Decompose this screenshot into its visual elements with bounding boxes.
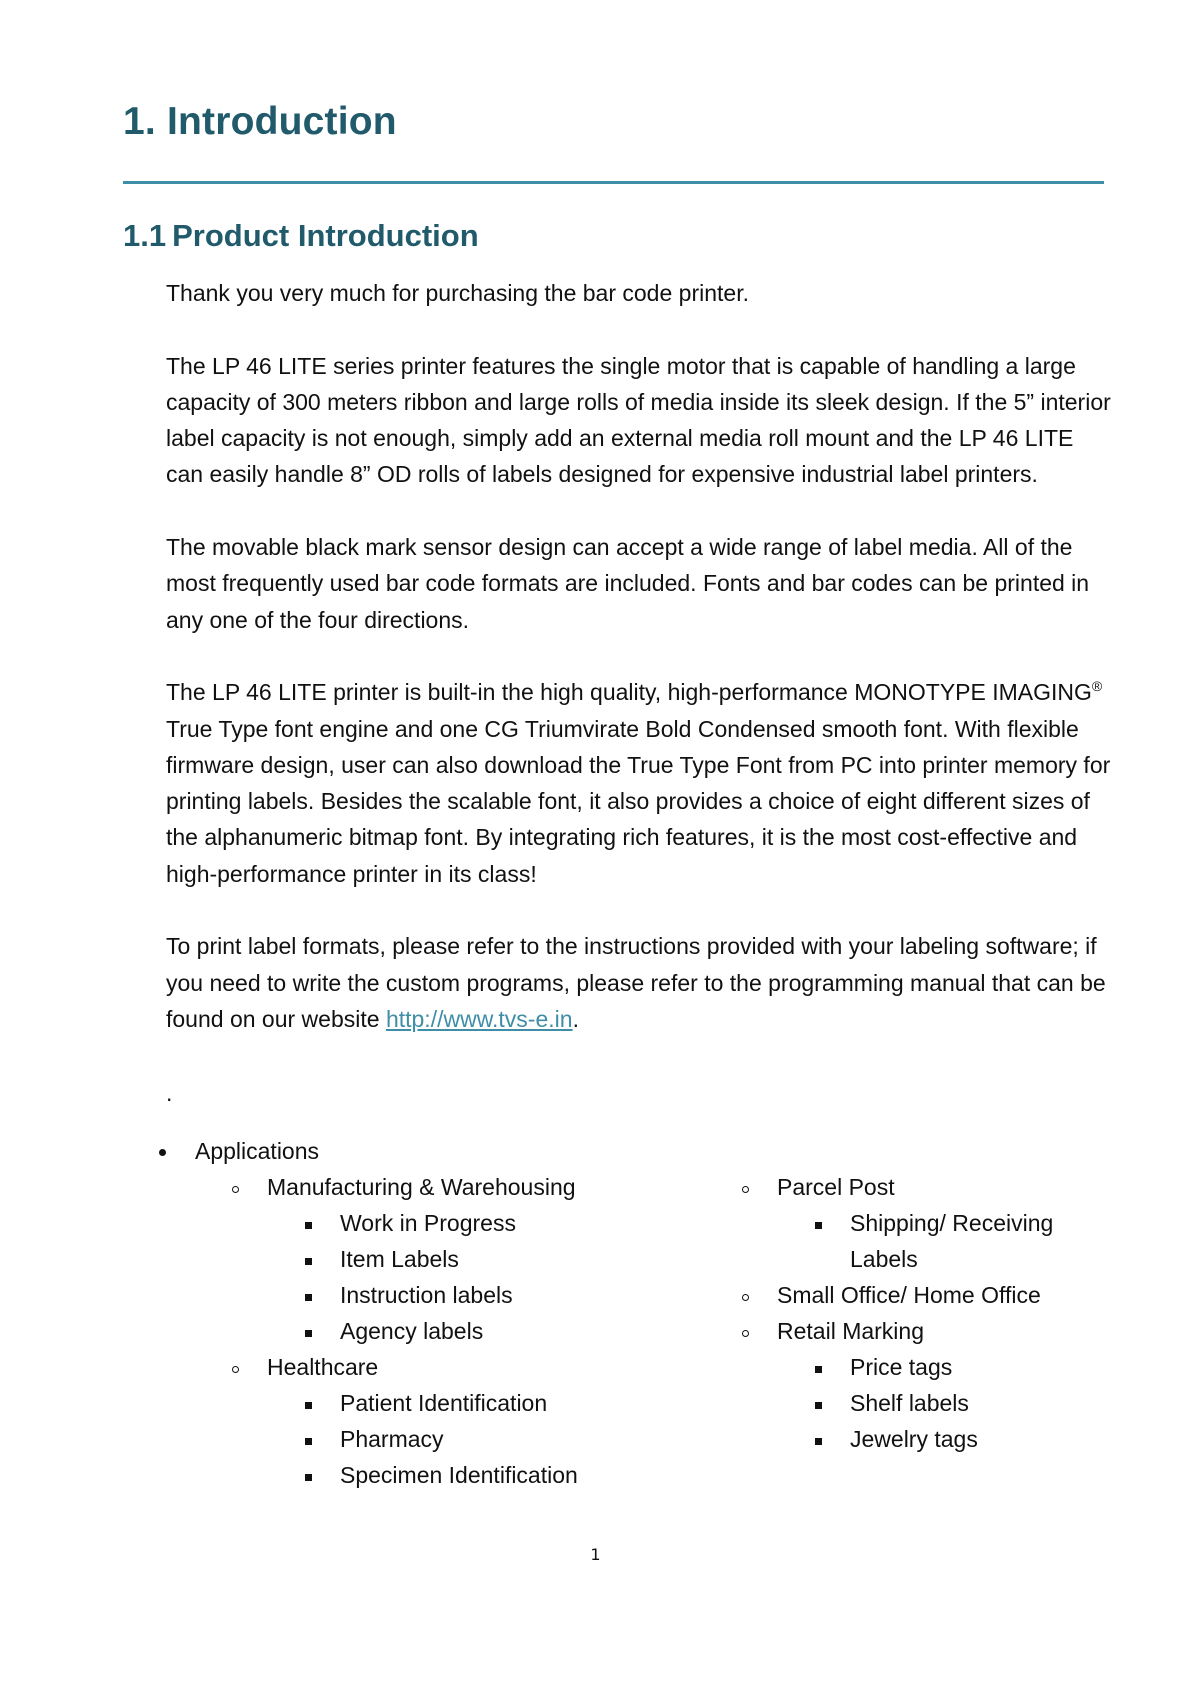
list-item-jewelry-tags: Jewelry tags — [850, 1426, 978, 1452]
list-item-agency-labels: Agency labels — [340, 1318, 484, 1344]
list-item-healthcare: Healthcare — [267, 1354, 379, 1380]
chapter-title: 1. Introduction — [123, 100, 397, 143]
bullet-square-icon — [305, 1222, 312, 1229]
website-text-a: To print label formats, please refer to the instructions provided with your labeling software; if you need to write the custom programs, please refer to the programming manual that can be found on our website — [166, 933, 1106, 1032]
bullet-circle-icon — [742, 1294, 749, 1301]
bullet-square-icon — [305, 1258, 312, 1265]
list-item-specimen-identification: Specimen Identification — [340, 1462, 578, 1488]
paragraph-font-engine — [166, 674, 1116, 892]
paragraph-website — [166, 928, 1116, 1037]
bullet-square-icon — [815, 1222, 822, 1229]
section-title — [123, 218, 479, 254]
bullet-circle-icon — [742, 1330, 749, 1337]
list-item-instruction-labels: Instruction labels — [340, 1282, 513, 1308]
list-item-retail-marking: Retail Marking — [777, 1318, 924, 1344]
paragraph-sensor: The movable black mark sensor design can accept a wide range of label media. All of the most frequently used bar code formats are included. Fonts and bar codes can be printed in any one of the four directions. — [166, 534, 1090, 633]
applications-heading: Applications — [195, 1138, 320, 1164]
list-item-patient-identification: Patient Identification — [340, 1390, 548, 1416]
font-engine-text-a: The LP 46 LITE printer is built-in the high quality, high-performance MONOTYPE IMAGING — [166, 679, 1092, 706]
registered-mark: ® — [1091, 678, 1103, 695]
list-item-small-office: Small Office/ Home Office — [777, 1282, 1041, 1308]
list-item-shipping-receiving-cont: Labels — [850, 1246, 918, 1272]
list-item-work-in-progress: Work in Progress — [340, 1210, 516, 1236]
website-link[interactable]: http://www.tvs-e.in — [385, 1005, 573, 1032]
list-item-shipping-receiving: Shipping/ Receiving — [850, 1210, 1054, 1236]
bullet-circle-icon — [232, 1186, 239, 1193]
bullet-square-icon — [815, 1366, 822, 1373]
bullet-circle-icon — [742, 1186, 749, 1193]
bullet-square-icon — [815, 1438, 822, 1445]
stray-period: . — [166, 1080, 173, 1106]
bullet-square-icon — [305, 1474, 312, 1481]
list-item-price-tags: Price tags — [850, 1354, 953, 1380]
list-item-item-labels: Item Labels — [340, 1246, 459, 1272]
bullet-square-icon — [305, 1294, 312, 1301]
website-text-b: . — [572, 1005, 579, 1032]
font-engine-text-b: True Type font engine and one CG Triumvirate Bold Condensed smooth font. With flexible firmware design, user can also download the True Type Font from PC into printer memory for printing labels. Besides the scalable font, it also provides a choice of eight different sizes of the alphanumeric bitmap font. By integrating rich features, it is the most cost-effective and high-performance printer in its class! — [166, 715, 1111, 887]
title-divider — [123, 181, 1104, 184]
list-item-shelf-labels: Shelf labels — [850, 1390, 969, 1416]
bullet-circle-icon — [232, 1366, 239, 1373]
section-number: 1.1 — [123, 218, 167, 253]
section-title-text: Product Introduction — [172, 218, 479, 253]
intro-body — [166, 275, 1116, 1074]
bullet-square-icon — [305, 1402, 312, 1409]
list-item-parcel-post: Parcel Post — [777, 1174, 895, 1200]
bullet-disc-icon — [159, 1149, 166, 1156]
page-number: 1 — [590, 1545, 601, 1564]
bullet-square-icon — [305, 1330, 312, 1337]
bullet-square-icon — [815, 1402, 822, 1409]
list-item-pharmacy: Pharmacy — [340, 1426, 444, 1452]
paragraph-thanks: Thank you very much for purchasing the bar code printer. — [166, 280, 749, 306]
paragraph-motor: The LP 46 LITE series printer features the single motor that is capable of handling a large capacity of 300 meters ribbon and large rolls of media inside its sleek design. If the 5” interior label capacity is not enough, simply add an external media roll mount and the LP 46 LITE can easily handle 8” OD rolls of labels designed for expensive industrial label printers. — [166, 352, 1111, 488]
bullet-square-icon — [305, 1438, 312, 1445]
list-item-manufacturing: Manufacturing & Warehousing — [267, 1174, 576, 1200]
